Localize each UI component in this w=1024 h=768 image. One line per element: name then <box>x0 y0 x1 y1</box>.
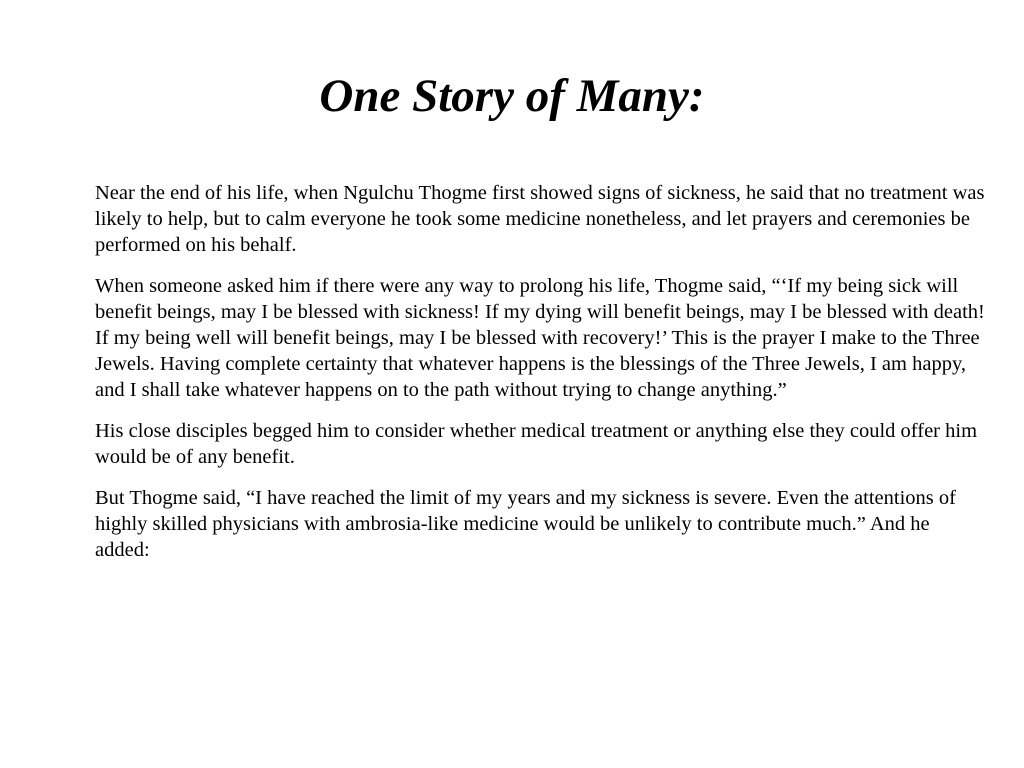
slide-body <box>95 180 985 578</box>
slide-title: One Story of Many: <box>319 70 705 122</box>
paragraph-3: His close disciples begged him to consider whether medical treatment or anything else they could offer him would be of any benefit. <box>95 420 978 468</box>
paragraph-4: But Thogme said, “I have reached the limit of my years and my sickness is severe. Even the attentions of highly skilled physicians with ambrosia-like medicine would be unlikely to contribute much.” And he added: <box>95 487 956 561</box>
paragraph-1: Near the end of his life, when Ngulchu Thogme first showed signs of sickness, he said that no treatment was likely to help, but to calm everyone he took some medicine nonetheless, and let prayers and ceremonies be performed on his behalf. <box>95 182 985 256</box>
paragraph-2: When someone asked him if there were any way to prolong his life, Thogme said, “‘If my being sick will benefit beings, may I be blessed with sickness! If my dying will benefit beings, may I be blessed with death! If my being well will benefit beings, may I be blessed with recovery!’ This is the prayer I make to the Three Jewels. Having complete certainty that whatever happens is the blessings of the Three Jewels, I am happy, and I shall take whatever happens on to the path without trying to change anything.” <box>95 275 985 401</box>
